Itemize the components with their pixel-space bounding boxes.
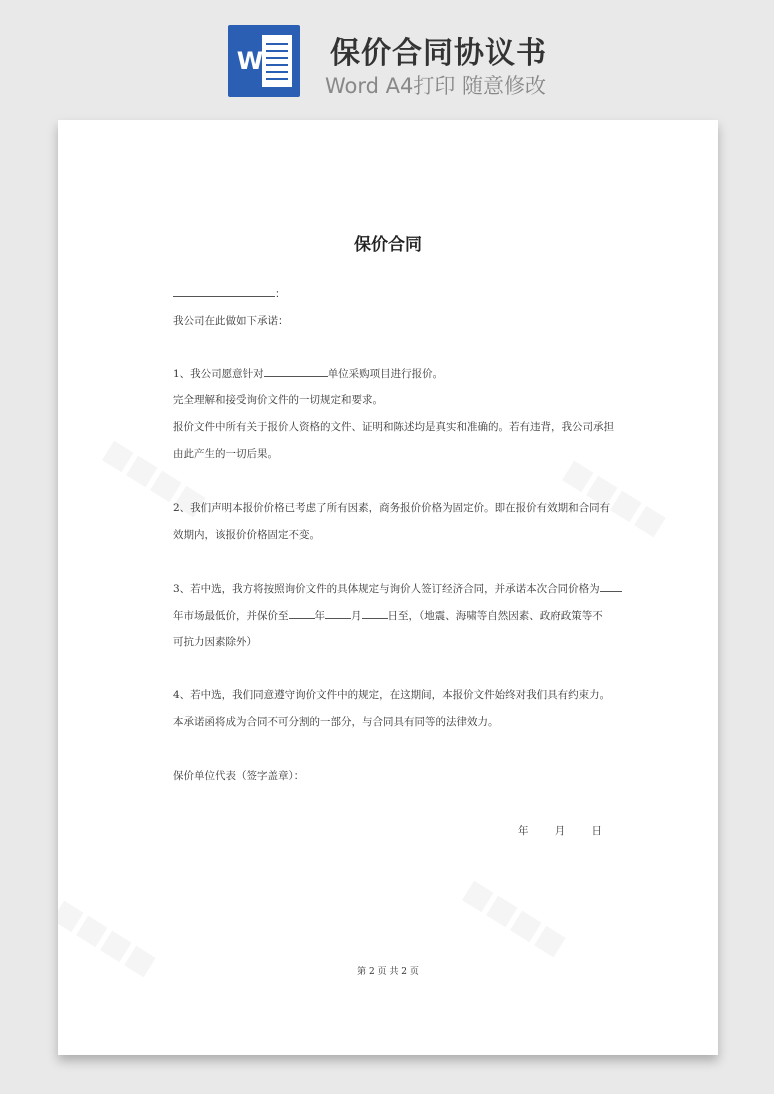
addressee-blank[interactable] <box>173 285 275 297</box>
clause1-line2: 完全理解和接受询价文件的一切规定和要求。 <box>173 394 383 406</box>
unit-blank[interactable] <box>264 365 328 377</box>
clause2-line2: 效期内，该报价价格固定不变。 <box>173 529 320 541</box>
date-month: 月 <box>554 825 566 837</box>
logo-letter: W <box>236 47 264 75</box>
clause1-line1 <box>173 365 443 381</box>
date-row <box>518 823 602 838</box>
watermark <box>557 453 672 543</box>
clause1-line3: 报价文件中所有关于报价人资格的文件、证明和陈述均是真实和准确的。若有违背，我公司承担 <box>173 421 614 433</box>
clause3-line1 <box>173 580 622 596</box>
clause4-line1: 4、若中选，我们同意遵守询价文件中的规定，在这期间，本报价文件始终对我们具有约束力。 <box>173 689 611 701</box>
header-title: 保价合同协议书 <box>330 36 547 71</box>
document-title: 保价合同 <box>354 235 422 255</box>
clause3-line3: 可抗力因素除外） <box>173 636 257 648</box>
year-blank[interactable] <box>289 607 315 619</box>
clause3-line2-b: 年 <box>314 610 325 622</box>
day-blank[interactable] <box>362 607 388 619</box>
header-subtitle: Word A4打印 随意修改 <box>325 74 547 98</box>
clause1-line1-suffix: 单位采购项目进行报价。 <box>327 368 444 380</box>
paper-icon <box>262 35 292 87</box>
month-blank[interactable] <box>325 607 351 619</box>
intro-text: 我公司在此做如下承诺： <box>173 315 289 327</box>
clause3-line1-text: 3、若中选，我方将按照询价文件的具体规定与询价人签订经济合同，并承诺本次合同价格为 <box>173 583 600 595</box>
page-footer: 第 2 页 共 2 页 <box>357 967 419 977</box>
watermark <box>457 873 572 963</box>
clause3-line2-a: 年市场最低价，并保价至 <box>173 610 289 622</box>
clause1-line1-prefix: 1、我公司愿意针对 <box>173 368 264 380</box>
clause4-line2: 本承诺函将成为合同不可分割的一部分，与合同具有同等的法律效力。 <box>173 716 499 728</box>
clause2-line1: 2、我们声明本报价价格已考虑了所有因素，商务报价价格为固定价。即在报价有效期和合同有 <box>173 502 611 514</box>
document-page <box>58 120 718 1055</box>
price-years-blank[interactable] <box>600 580 622 592</box>
addressee-suffix: ： <box>275 288 286 300</box>
header <box>0 0 774 110</box>
word-logo-icon <box>228 25 300 97</box>
clause3-line2-c: 月 <box>351 610 362 622</box>
date-day: 日 <box>591 825 602 837</box>
clause3-line2-d: 日至，（地震、海啸等自然因素、政府政策等不 <box>387 610 603 622</box>
signature-label: 保价单位代表（签字盖章）： <box>173 770 305 782</box>
date-year: 年 <box>518 825 529 837</box>
addressee-line <box>173 285 286 301</box>
clause3-line2 <box>173 607 603 623</box>
clause1-line4: 由此产生的一切后果。 <box>173 448 278 460</box>
